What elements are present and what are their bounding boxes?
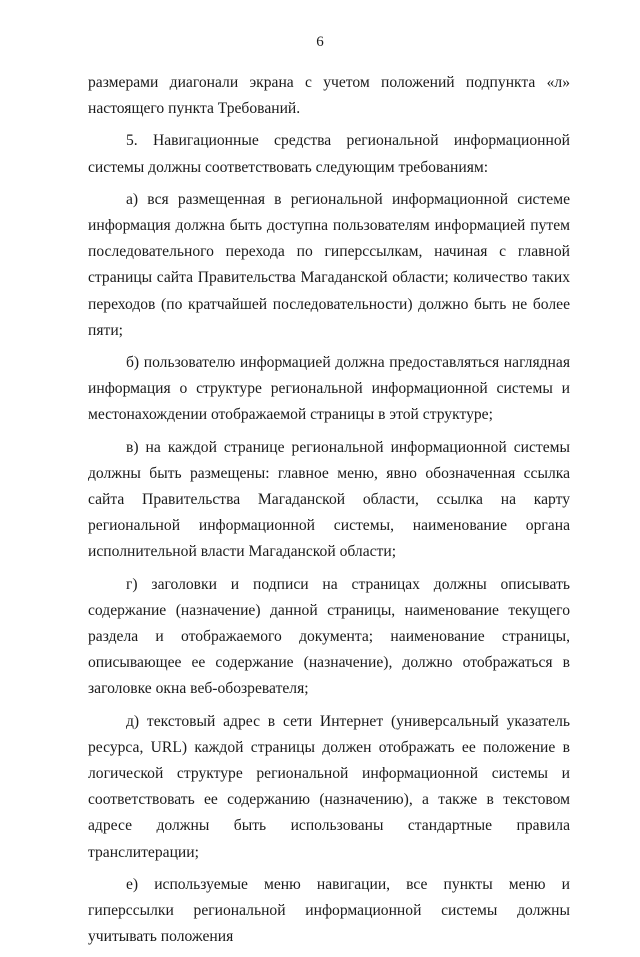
paragraph-item-5: 5. Навигационные средства региональной информационной системы должны соответствовать следующим требованиям: bbox=[88, 132, 570, 176]
paragraph-item-b: б) пользователю информацией должна предоставляться наглядная информация о структуре региональной информационной системы и местонахождении отображаемой страницы в этой структуре; bbox=[88, 354, 570, 424]
paragraph-item-a: а) вся размещенная в региональной информационной системе информация должна быть доступна пользователям информацией путем последовательного перехода по гиперссылкам, начиная с главной страницы сайта Правительства Магаданской области; количество таких переходов (по кратчайшей последовательности) должно быть не более пяти; bbox=[88, 190, 570, 339]
paragraph-item-e: е) используемые меню навигации, все пункты меню и гиперссылки региональной информационной системы должны учитывать положения bbox=[88, 875, 570, 946]
paragraph-item-g: г) заголовки и подписи на страницах должны описывать содержание (назначение) данной страницы, наименование текущего раздела и отображаемого документа; наименование страницы, описывающее ее содержание (назначение), должно отображаться в заголовке окна веб-обозревателя; bbox=[88, 575, 570, 698]
paragraph-continuation: размерами диагонали экрана с учетом положений подпункта «л» настоящего пункта Требований. bbox=[88, 74, 570, 118]
document-body bbox=[88, 70, 570, 957]
paragraph-item-d: д) текстовый адрес в сети Интернет (универсальный указатель ресурса, URL) каждой страницы должен отображать ее положение в логической структуре региональной информационной системы и соответствовать ее содержанию (назначению), а также в текстовом адресе должны быть использованы стандартные правила транслитерации; bbox=[88, 712, 570, 861]
page-number: 6 bbox=[316, 34, 324, 50]
paragraph-item-v: в) на каждой странице региональной информационной системы должны быть размещены: главное меню, явно обозначенная ссылка сайта Правительства Магаданской области, ссылка на карту региональной информационной системы, наименование органа исполнительной власти Магаданской области; bbox=[88, 438, 570, 561]
